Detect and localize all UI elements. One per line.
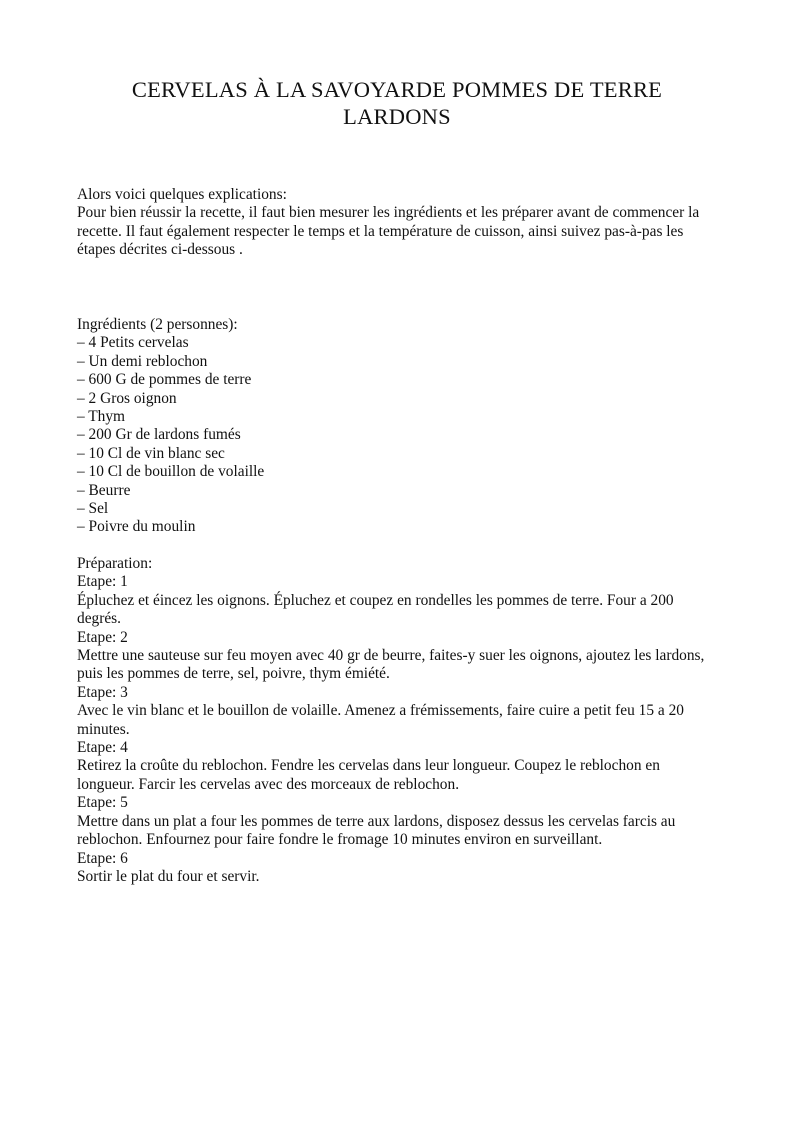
ingredient-item: – Beurre xyxy=(77,481,131,499)
ingredients-section xyxy=(77,316,717,537)
step-3 xyxy=(77,684,717,739)
ingredient-item: – 10 Cl de bouillon de volaille xyxy=(77,463,265,481)
preparation-heading: Préparation: xyxy=(77,555,153,572)
step-label: Etape: 6 xyxy=(77,849,128,867)
ingredient-item: – Poivre du moulin xyxy=(77,518,196,536)
step-text: Retirez la croûte du reblochon. Fendre les cervelas dans leur longueur. Coupez le reblochon en longueur. Farcir les cervelas avec des morceaux de reblochon. xyxy=(77,757,660,793)
recipe-title: CERVELAS À LA SAVOYARDE POMMES DE TERRE LARDONS xyxy=(131,77,663,129)
step-text: Sortir le plat du four et servir. xyxy=(77,867,260,885)
ingredient-item: – 10 Cl de vin blanc sec xyxy=(77,444,225,462)
step-text: Avec le vin blanc et le bouillon de volaille. Amenez a frémissements, faire cuire a petit feu 15 a 20 minutes. xyxy=(77,702,684,738)
step-text: Mettre dans un plat a four les pommes de terre aux lardons, disposez dessus les cervelas farcis au reblochon. Enfournez pour faire fondre le fromage 10 minutes environ en surveillant. xyxy=(77,812,676,849)
step-label: Etape: 4 xyxy=(77,739,128,757)
step-label: Etape: 2 xyxy=(77,628,128,646)
step-4 xyxy=(77,739,717,794)
preparation-section xyxy=(77,555,717,886)
ingredient-item: – 200 Gr de lardons fumés xyxy=(77,426,241,444)
ingredient-item: – 2 Gros oignon xyxy=(77,389,177,407)
step-label: Etape: 5 xyxy=(77,794,128,812)
step-text: Épluchez et éincez les oignons. Épluchez et coupez en rondelles les pommes de terre. Four a 200 degrés. xyxy=(77,591,674,628)
ingredients-heading: Ingrédients (2 personnes): xyxy=(77,316,238,333)
ingredient-item: – Thym xyxy=(77,408,126,426)
step-6 xyxy=(77,850,717,887)
step-1 xyxy=(77,573,717,628)
intro-heading: Alors voici quelques explications: xyxy=(77,186,287,203)
ingredient-item: – Sel xyxy=(77,500,109,518)
step-label: Etape: 1 xyxy=(77,573,128,591)
ingredient-item: – Un demi reblochon xyxy=(77,352,208,370)
step-2 xyxy=(77,629,717,684)
ingredient-item: – 4 Petits cervelas xyxy=(77,334,189,352)
ingredient-item: – 600 G de pommes de terre xyxy=(77,371,252,389)
intro-section xyxy=(77,186,717,260)
step-label: Etape: 3 xyxy=(77,683,128,701)
step-5 xyxy=(77,794,717,849)
intro-text: Pour bien réussir la recette, il faut bien mesurer les ingrédients et les préparer avant de commencer la recette. Il faut également respecter le temps et la température de cuisson, ainsi suivez pas-à-pas les étapes décrites ci-dessous . xyxy=(77,204,700,259)
step-text: Mettre une sauteuse sur feu moyen avec 40 gr de beurre, faites-y suer les oignons, ajoutez les lardons, puis les pommes de terre, sel, poivre, thym émiété. xyxy=(77,647,705,683)
